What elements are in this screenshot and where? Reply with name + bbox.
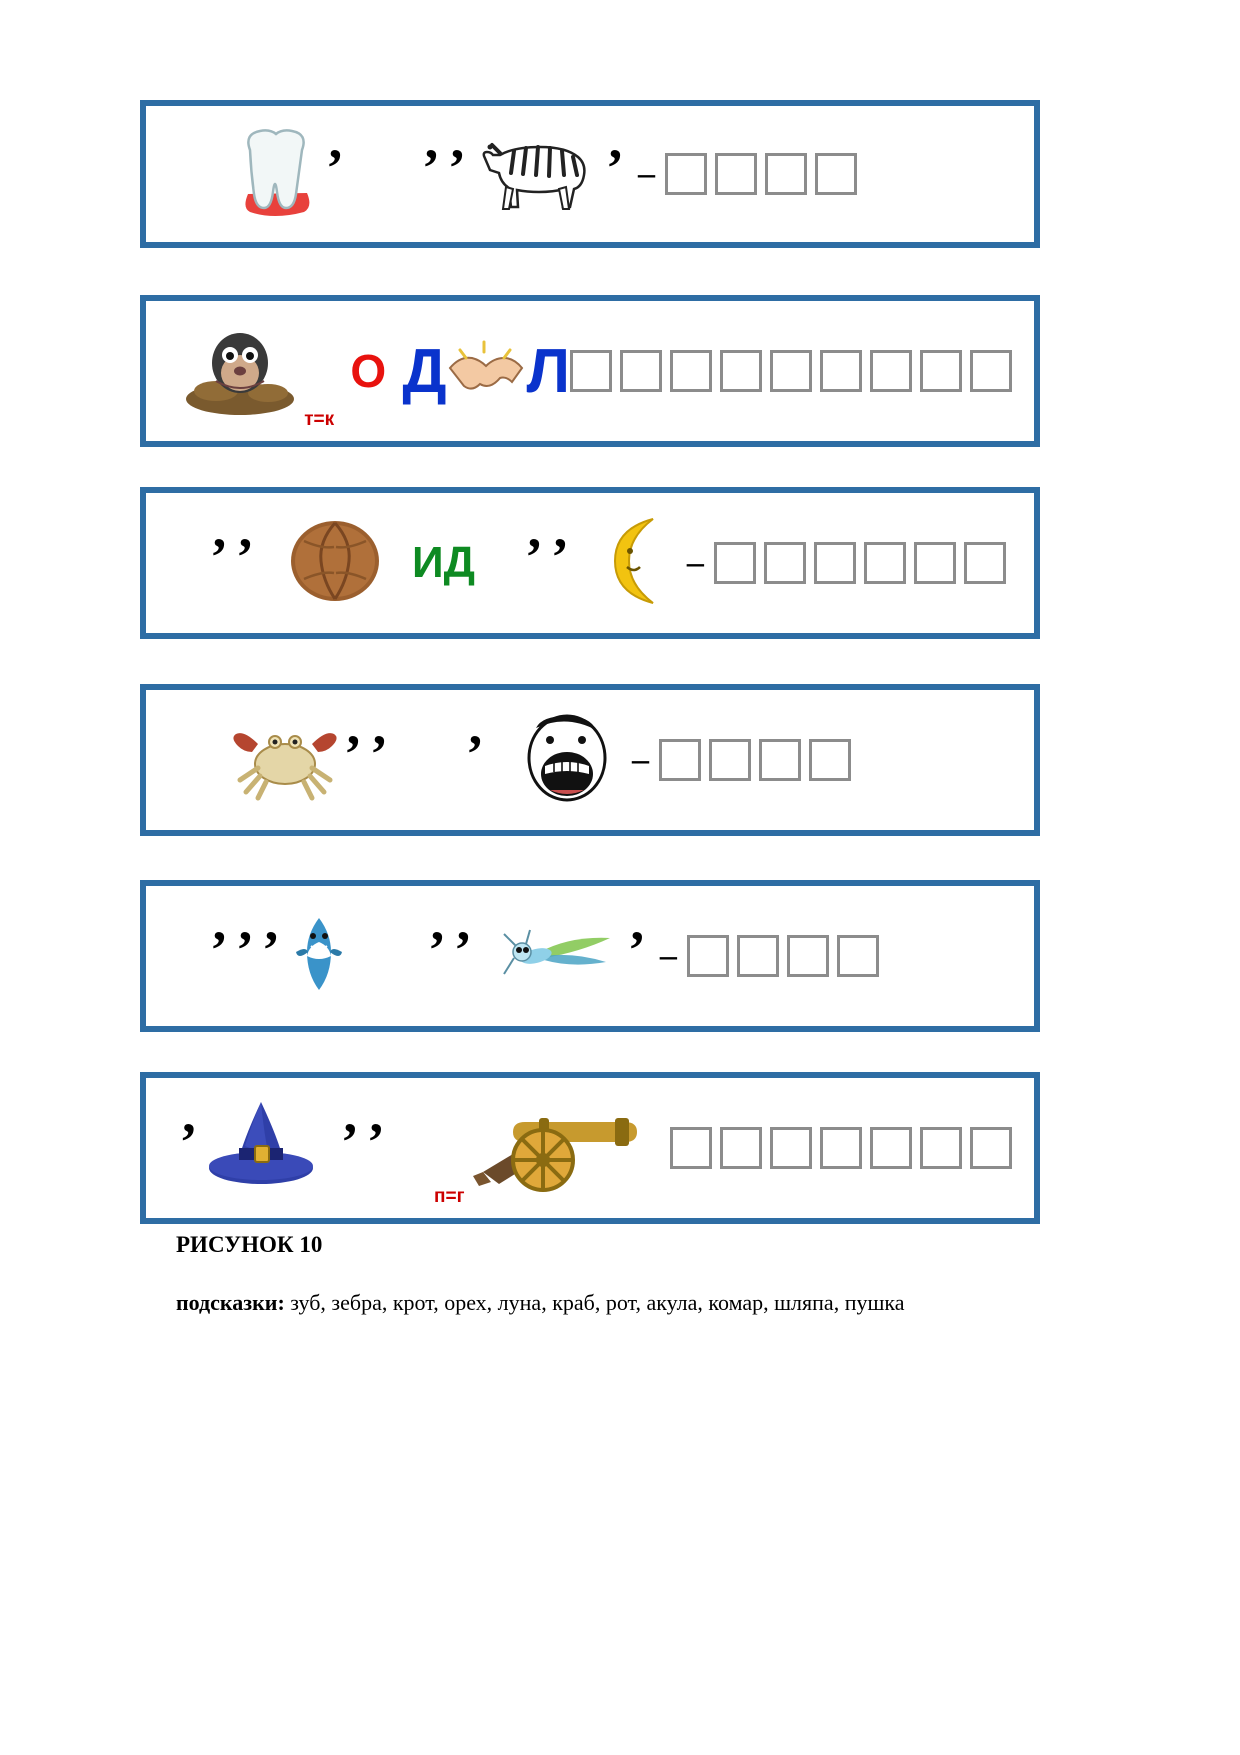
hints-line [176,1290,905,1316]
substitution-label: т=к [304,409,335,430]
handshake-icon [446,338,526,405]
hints-label: подсказки: [176,1290,285,1315]
answer-cell[interactable] [670,350,712,392]
dash-separator: – [659,937,677,974]
comma-mark: ’ [421,137,440,198]
mole-icon [176,321,304,422]
letters-id: ИД [411,538,475,587]
dash-separator: – [631,741,649,778]
answer-cells-6[interactable] [670,1127,1020,1169]
letter-o: О [350,345,387,397]
comma-mark: ’ [366,1111,385,1172]
rebus-row-3 [140,487,1040,639]
comma-group [340,723,392,784]
comma-mark: ’ [340,1111,359,1172]
comma-mark: ’ [453,919,472,980]
comma-mark: ’ [179,1111,198,1172]
answer-cell[interactable] [670,1127,712,1169]
comma-mark: ’ [210,526,228,587]
hat-icon [201,1096,321,1201]
zebra-icon [470,129,602,220]
comma-group [206,526,258,587]
letter-d: Д [402,336,447,406]
dash-separator: – [686,544,704,581]
comma-group [424,919,476,980]
mouth-icon [512,710,622,811]
comma-mark: ’ [447,137,466,198]
figure-caption: РИСУНОК 10 [176,1232,323,1257]
answer-cell[interactable] [820,350,862,392]
answer-cells-1[interactable] [665,153,865,195]
answer-cell[interactable] [765,153,807,195]
walnut-icon [282,513,388,614]
comma-mark: ’ [427,919,446,980]
rebus-row-2 [140,295,1040,447]
answer-cell[interactable] [837,935,879,977]
answer-cell[interactable] [820,1127,862,1169]
comma-group [337,1111,389,1172]
answer-cell[interactable] [759,739,801,781]
answer-cell[interactable] [570,350,612,392]
comma-mark: ’ [261,919,280,980]
comma-mark: ’ [344,723,362,784]
rebus-row-5 [140,880,1040,1032]
comma-group [418,137,470,198]
letter-l: Л [526,336,570,406]
answer-cell[interactable] [620,350,662,392]
comma-mark: ’ [235,919,254,980]
rebus-row-4 [140,684,1040,836]
comma-mark: ’ [524,526,543,587]
answer-cell[interactable] [737,935,779,977]
comma-group [206,919,284,980]
moon-icon [597,513,677,614]
answer-cell[interactable] [870,1127,912,1169]
answer-cell[interactable] [709,739,751,781]
answer-cell[interactable] [687,935,729,977]
answer-cell[interactable] [914,542,956,584]
answer-cells-3[interactable] [714,542,1014,584]
comma-mark: ’ [627,919,646,980]
answer-cell[interactable] [814,542,856,584]
answer-cells-5[interactable] [687,935,887,977]
comma-mark: ’ [605,137,624,198]
comma-mark: ’ [369,723,388,784]
answer-cell[interactable] [720,350,762,392]
cannon-icon [465,1098,655,1199]
answer-cell[interactable] [870,350,912,392]
answer-cell[interactable] [970,350,1012,392]
answer-cell[interactable] [764,542,806,584]
tooth-icon [230,124,322,225]
answer-cell[interactable] [715,153,757,195]
hints-list: зуб, зебра, крот, орех, луна, краб, рот, акула, комар, шляпа, пушка [290,1290,905,1315]
answer-cells-4[interactable] [659,739,859,781]
shark-icon [284,912,354,1001]
answer-cell[interactable] [787,935,829,977]
rebus-row-6 [140,1072,1040,1224]
comma-mark: ’ [465,723,484,784]
comma-mark: ’ [326,137,344,198]
answer-cell[interactable] [864,542,906,584]
dash-separator: – [637,155,655,192]
answer-cell[interactable] [714,542,756,584]
comma-group [521,526,573,587]
answer-cell[interactable] [809,739,851,781]
answer-cell[interactable] [770,350,812,392]
crab-icon [230,712,340,809]
answer-cell[interactable] [964,542,1006,584]
answer-cell[interactable] [720,1127,762,1169]
answer-cell[interactable] [920,350,962,392]
answer-cell[interactable] [920,1127,962,1169]
answer-cell[interactable] [665,153,707,195]
mosquito-icon [500,916,624,997]
answer-cell[interactable] [815,153,857,195]
answer-cell[interactable] [970,1127,1012,1169]
substitution-label: п=г [434,1186,465,1207]
answer-cell[interactable] [770,1127,812,1169]
rebus-row-1 [140,100,1040,248]
comma-mark: ’ [235,526,254,587]
comma-mark: ’ [550,526,569,587]
comma-mark: ’ [210,919,228,980]
answer-cell[interactable] [659,739,701,781]
answer-cells-2[interactable] [570,350,1020,392]
